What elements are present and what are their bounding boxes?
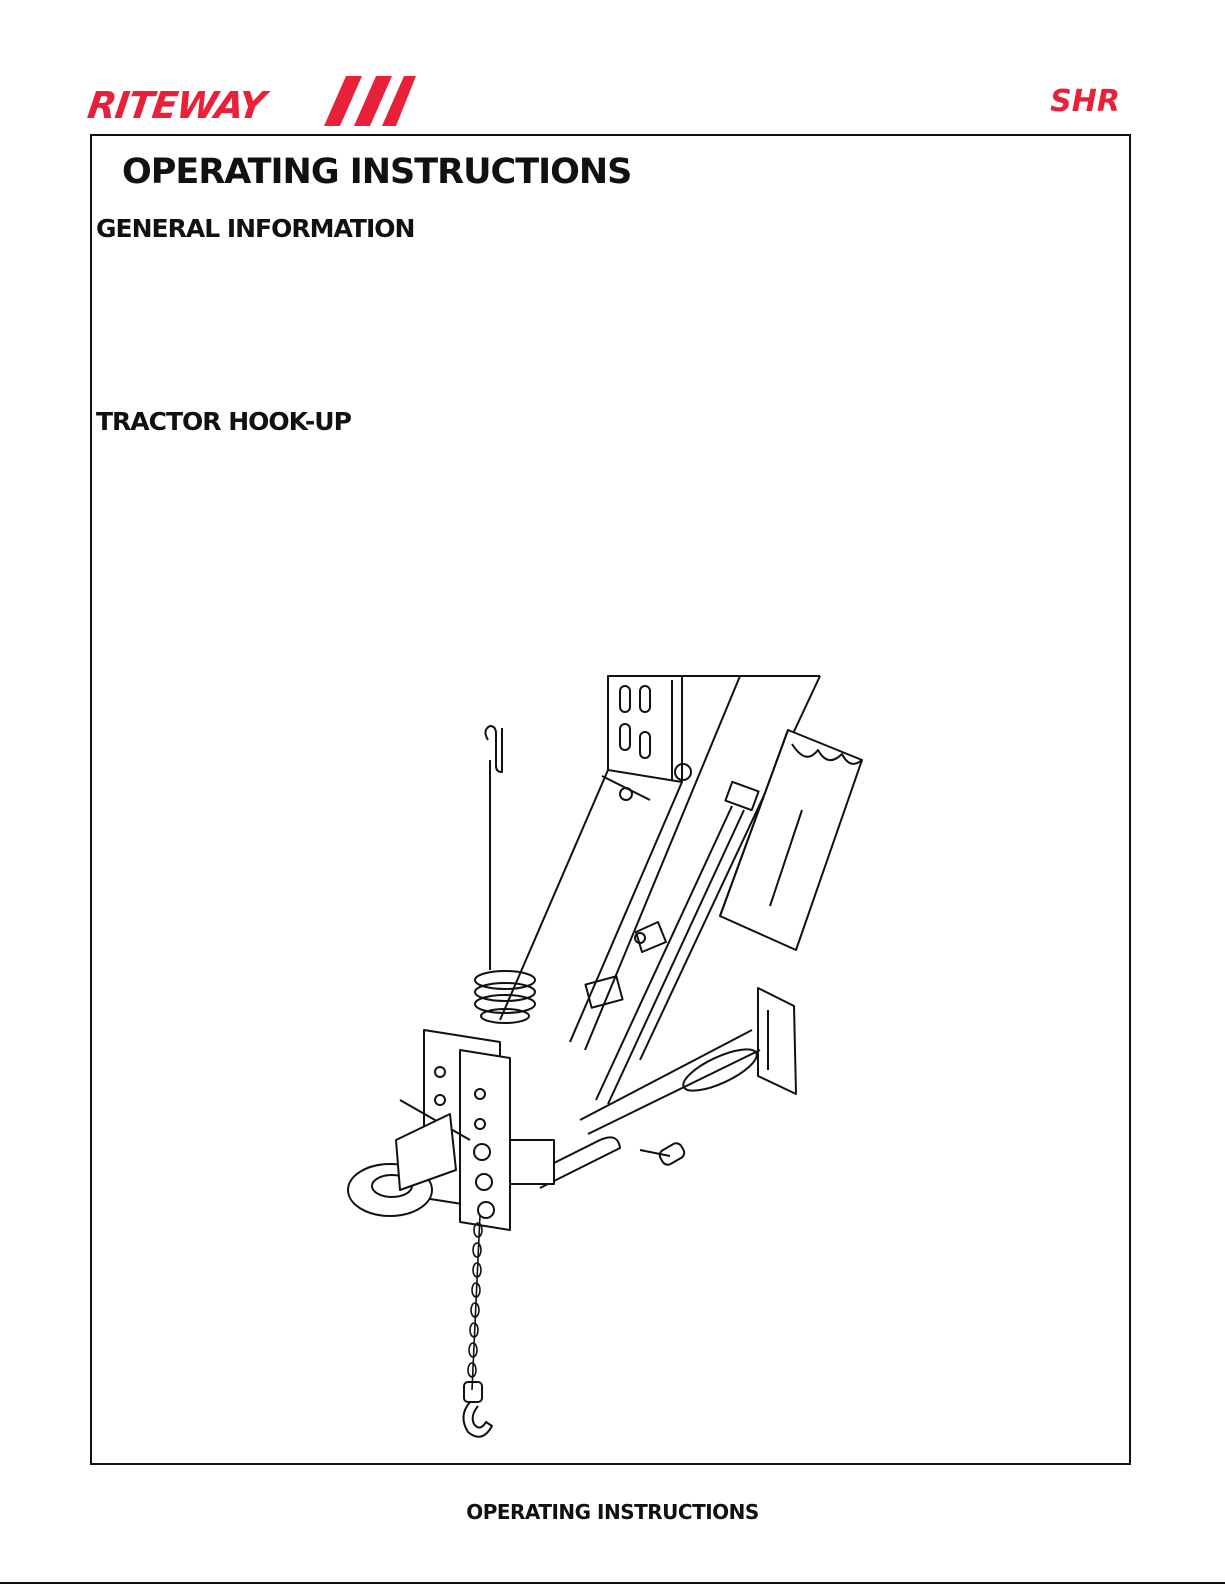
- bottom-rule: [0, 1582, 1225, 1584]
- hitch-assembly-illustration: [340, 670, 880, 1450]
- jack-cylinder: [596, 730, 862, 1104]
- page-title: OPERATING INSTRUCTIONS: [122, 152, 632, 192]
- section-heading-general-information: GENERAL INFORMATION: [96, 214, 415, 243]
- side-support: [580, 988, 796, 1134]
- spring-hanger: [475, 726, 535, 1023]
- safety-chain: [468, 1215, 482, 1390]
- model-label: SHR: [1050, 84, 1120, 119]
- page-footer: OPERATING INSTRUCTIONS: [466, 1500, 759, 1524]
- chain-hook: [463, 1382, 492, 1437]
- section-heading-tractor-hook-up: TRACTOR HOOK-UP: [96, 407, 351, 436]
- mounting-plate: [608, 676, 682, 782]
- brand-logo: [84, 70, 418, 130]
- crank-handle: [540, 1137, 686, 1188]
- brand-chevron-mark: [316, 72, 416, 126]
- brand-name: RITEWAY: [84, 84, 268, 127]
